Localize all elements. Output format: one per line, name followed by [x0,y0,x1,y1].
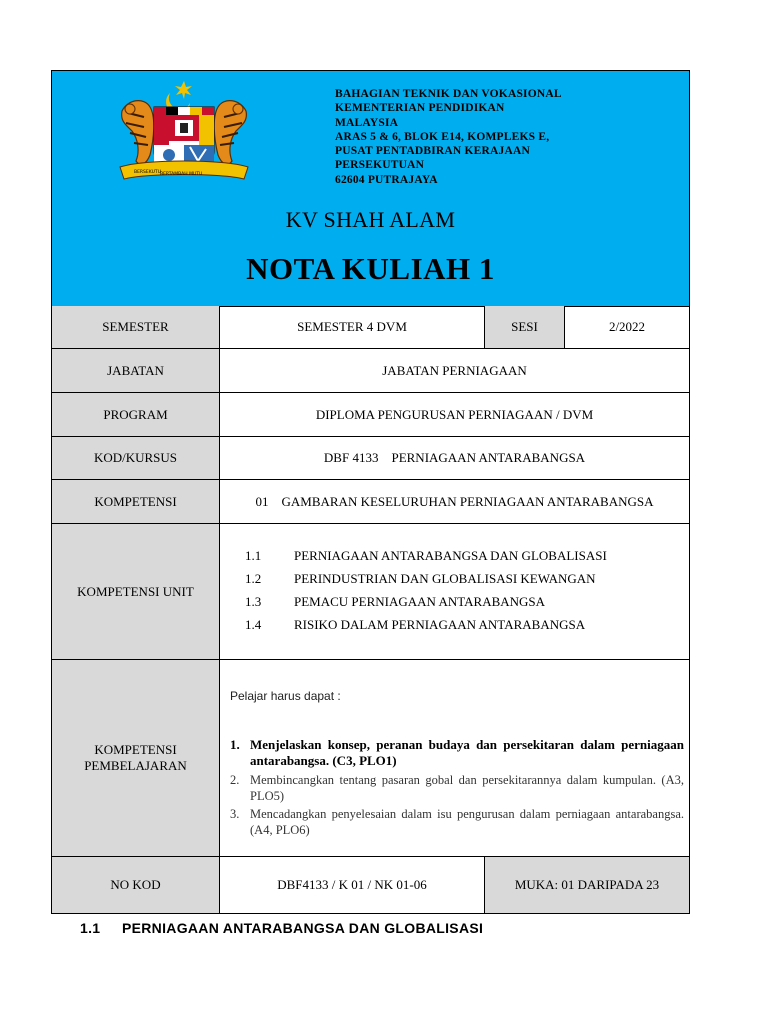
address-line: PERSEKUTUAN [335,159,425,172]
address-line: KEMENTERIAN PENDIDIKAN [335,102,505,115]
header-banner [52,71,689,307]
list-item: 1.2 PERINDUSTRIAN DAN GLOBALISASI KEWANGAN [245,571,596,586]
jabatan-label: JABATAN [52,349,220,393]
crest-motto-right: BERTAMBAH MUTU [160,172,203,177]
address-line: 62604 PUTRAJAYA [335,173,438,186]
nokod-label: NO KOD [52,857,220,913]
ministry-address [335,87,635,187]
address-line: ARAS 5 & 6, BLOK E14, KOMPLEKS E, [335,130,550,143]
list-item: 1.4 RISIKO DALAM PERNIAGAAN ANTARABANGSA [245,617,586,632]
college-name: KV SHAH ALAM [285,207,456,232]
kompetensi-unit-list [245,544,607,636]
semester-label: SEMESTER [52,306,220,349]
address-line: PUSAT PENTADBIRAN KERAJAAN [335,145,530,158]
list-item: 3. Mencadangkan penyelesaian dalam isu pengurusan dalam perniagaan antarabangsa. (A4, PLO6) [230,807,684,837]
section-number: 1.1 [80,920,101,936]
kompetensi-unit-label: KOMPETENSI UNIT [52,524,220,660]
document-frame [51,70,690,914]
address-line: BAHAGIAN TEKNIK DAN VOKASIONAL [335,88,562,100]
crest-motto-left: BERSEKUTU [134,170,161,175]
list-item: 1. Menjelaskan konsep, peranan budaya dan persekitaran dalam perniagaan antarabangsa. (C3, PLO1) [230,737,684,768]
address-line: MALAYSIA [335,116,399,129]
list-item: 1.3 PEMACU PERNIAGAAN ANTARABANGSA [245,594,546,609]
coat-of-arms-icon [114,81,254,185]
outcome-list [230,737,684,838]
program-value: DIPLOMA PENGURUSAN PERNIAGAAN / DVM [220,393,689,437]
learning-intro: Pelajar harus dapat : [230,689,341,703]
kod-value: DBF 4133 PERNIAGAAN ANTARABANGSA [220,437,689,480]
list-item: 2. Membincangkan tentang pasaran gobal dan persekitarannya dalam kumpulan. (A3, PLO5) [230,773,684,803]
semester-value: SEMESTER 4 DVM [220,306,485,349]
list-item: 1.1 PERNIAGAAN ANTARABANGSA DAN GLOBALISASI [245,548,607,563]
nokod-value: DBF4133 / K 01 / NK 01-06 [220,857,485,913]
page-count: MUKA: 01 DARIPADA 23 [485,857,689,913]
learning-outcomes [230,689,684,840]
kompetensi-value: 01 GAMBARAN KESELURUHAN PERNIAGAAN ANTARABANGSA [220,480,689,524]
jabatan-value: JABATAN PERNIAGAAN [220,349,689,393]
section-heading [80,920,483,936]
kompetensi-label: KOMPETENSI [52,480,220,524]
program-label: PROGRAM [52,393,220,437]
kompetensi-pembelajaran-label: KOMPETENSI PEMBELAJARAN [52,660,220,857]
document-title: NOTA KULIAH 1 [246,251,495,286]
sesi-value: 2/2022 [565,306,689,349]
sesi-label: SESI [485,306,565,349]
section-title: PERNIAGAAN ANTARABANGSA DAN GLOBALISASI [122,920,484,936]
kod-label: KOD/KURSUS [52,437,220,480]
